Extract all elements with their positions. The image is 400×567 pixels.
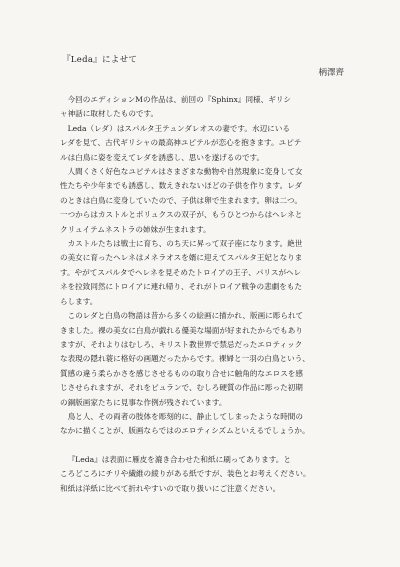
text-line: 性たちや少年までも誘惑し、数えきれないほどの子供を作ります。レダ [60,181,303,191]
paragraph-5 [60,309,342,410]
text-line: 和紙は洋紙に比べて折れやすいので取り扱いにご注意ください。 [60,483,281,493]
text-line: クリュイテムネストラの姉妹が生まれます。 [60,224,211,234]
text-line: 質感の違う柔らかさを感じさせるものの取り合せに触角的なエロスを感 [60,368,303,378]
text-line: す。やがてスパルタでヘレネを見そめたトロイアの王子、パリスがヘレ [60,267,302,277]
text-line: 鳥と人、その両者の肢体を彫刻的に、静止してしまったような時間の [67,411,303,421]
text-line: きました。裸の美女に白鳥が戯れる優美な場面が好まれたからでもあり [60,325,303,335]
text-line: ころどころにチリや繊維の綾りがある紙ですが、装色とお考えください。 [60,469,311,479]
text-line: ますが、それよりはむしろ、キリスト教世界で禁忌だったエロティック [60,339,303,349]
text-line: の美女に育ったヘレネはメネラオスを婿に迎えてスパルタ王妃となりま [60,253,303,263]
text-line: Leda（レダ）はスパルタ王テュンダレオスの妻です。水辺にいる [67,123,290,133]
text-line: ャ神話に取材したものです。 [60,109,159,119]
text-line: レダを見て、古代ギリシャの最高神ユピテルが恋心を抱きます。ユピテ [60,138,302,148]
text-line: じさせられますが、それをビュランで、むしろ硬質の作品に彫った初期 [60,383,303,393]
text-line: ネを拉致同然にトロイアに連れ帰り、それがトロイア戦争の悲劇をもた [60,282,303,292]
document-body [60,93,342,496]
paragraph-7 [60,453,342,496]
paragraph-3 [60,165,342,237]
text-line: らします。 [60,296,98,306]
text-line: ルは白鳥に姿を変えてレダを誘惑し、思いを遂げるのです。 [60,152,265,162]
document-title: 『Leda』によせて [62,55,138,65]
text-line: 『Leda』は表面に雁皮を漉き合わせた和紙に刷ってあります。と [67,454,291,464]
text-line: 一つからはカストルとポリュクスの双子が、もうひとつからはヘレネと [60,210,303,220]
text-line: な表現の隠れ蓑に格好の画題だったからです。裸婦と一羽の白鳥という、 [60,354,310,364]
text-line: なかに描くことが、版画ならではのエロティシズムといえるでしょうか。 [60,426,310,436]
text-line: の銅版画家たちに見事な作例が残されています。 [60,397,227,407]
text-line: のときは白鳥に変身していたので、子供は卵で生まれます。卵は二つ。 [60,195,302,205]
text-line: 人間くさく好色なユピテルはさまざまな動物や自然現象に変身して女 [67,167,303,177]
author-name: 柄澤齊 [318,68,344,78]
paragraph-1 [60,93,342,122]
paragraph-4 [60,237,342,309]
paragraph-gap [60,439,342,453]
text-line: カストルたちは戦士に育ち、のち天に昇って双子座になります。絶世 [67,239,303,249]
text-line: 今回のエディションMの作品は、前回の『Sphinx』同様、ギリシ [67,95,292,104]
paragraph-6 [60,410,342,439]
text-line: このレダと白鳥の物語は昔から多くの絵画に描かれ、版画に彫られて [67,311,304,321]
paragraph-2 [60,122,342,165]
